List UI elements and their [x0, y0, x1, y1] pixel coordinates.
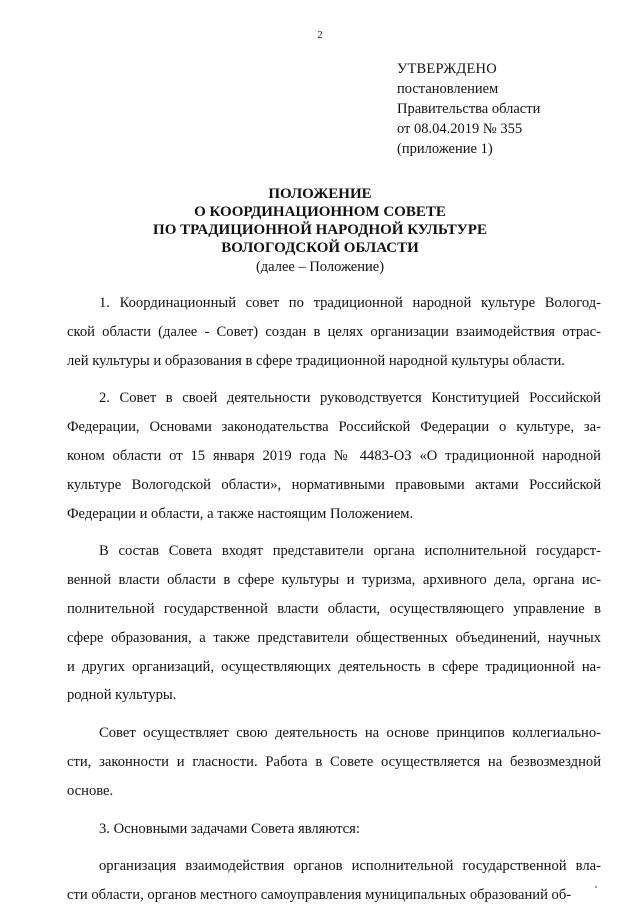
paragraph-line: ской области (далее - Совет) создан в целях организации взаимодействия отрас-: [67, 323, 601, 340]
document-title: [0, 185, 640, 257]
paragraph-line: В состав Совета входят представители органа исполнительной государст-: [99, 543, 601, 560]
approval-line-4: (приложение 1): [397, 141, 493, 157]
paragraph-line: коном области от 15 января 2019 года № 4483-ОЗ «О традиционной народной: [67, 447, 601, 464]
paragraph-line: 2. Совет в своей деятельности руководствуется Конституцией Российской: [99, 390, 601, 407]
paragraph-line: культуре Вологодской области», нормативными правовыми актами Российской: [67, 476, 601, 493]
page-number: 2: [317, 29, 323, 41]
scan-dot: [595, 886, 597, 888]
approval-stamp: [397, 59, 540, 159]
paragraph: [67, 852, 601, 910]
paragraph-line: 3. Основными задачами Совета являются:: [99, 820, 360, 837]
paragraph-line: лей культуры и образования в сфере традиционной народной культуры области.: [67, 352, 565, 369]
title-line-3: ПО ТРАДИЦИОННОЙ НАРОДНОЙ КУЛЬТУРЕ: [153, 222, 487, 238]
title-line-4: ВОЛОГОДСКОЙ ОБЛАСТИ: [221, 240, 419, 256]
title-line-2: О КООРДИНАЦИОННОМ СОВЕТЕ: [194, 204, 446, 220]
approval-title: УТВЕРЖДЕНО: [397, 61, 497, 77]
paragraph: [67, 289, 601, 375]
paragraph-line: сти, законности и гласности. Работа в Совете осуществляется на безвозмездной: [67, 753, 601, 770]
paragraph: [67, 719, 601, 805]
title-line-1: ПОЛОЖЕНИЕ: [268, 186, 372, 202]
paragraph-line: сфере образования, а также представители общественных объединений, научных: [67, 629, 601, 646]
paragraph-line: и других организаций, осуществляющих деятельность в сфере традиционной на-: [67, 658, 601, 675]
paragraph: [67, 384, 601, 528]
approval-line-1: постановлением: [397, 81, 499, 97]
paragraph-line: 1. Координационный совет по традиционной народной культуре Вологод-: [99, 295, 601, 311]
paragraph-line: Федерации и области, а также настоящим Положением.: [67, 505, 414, 522]
paragraph-line: Федерации, Основами законодательства Российской Федерации о культуре, за-: [67, 419, 601, 436]
document-subtitle: (далее – Положение): [255, 259, 385, 275]
paragraph-line: основе.: [67, 782, 114, 799]
approval-line-3: от 08.04.2019 № 355: [397, 121, 523, 137]
document-body: [67, 289, 601, 919]
paragraph-line: организация взаимодействия органов исполнительной государственной вла-: [99, 858, 601, 875]
paragraph: [67, 537, 601, 710]
paragraph: [67, 815, 601, 844]
paragraph-line: родной культуры.: [67, 687, 177, 704]
paragraph-line: Совет осуществляет свою деятельность на основе принципов коллегиально-: [99, 725, 601, 742]
approval-line-2: Правительства области: [397, 101, 541, 117]
paragraph-line: сти области, органов местного самоуправления муниципальных образований об-: [67, 887, 572, 904]
paragraph-line: венной власти области в сфере культуры и туризма, архивного дела, органа ис-: [67, 572, 601, 589]
paragraph-line: полнительной государственной власти области, осуществляющего управление в: [67, 600, 601, 617]
